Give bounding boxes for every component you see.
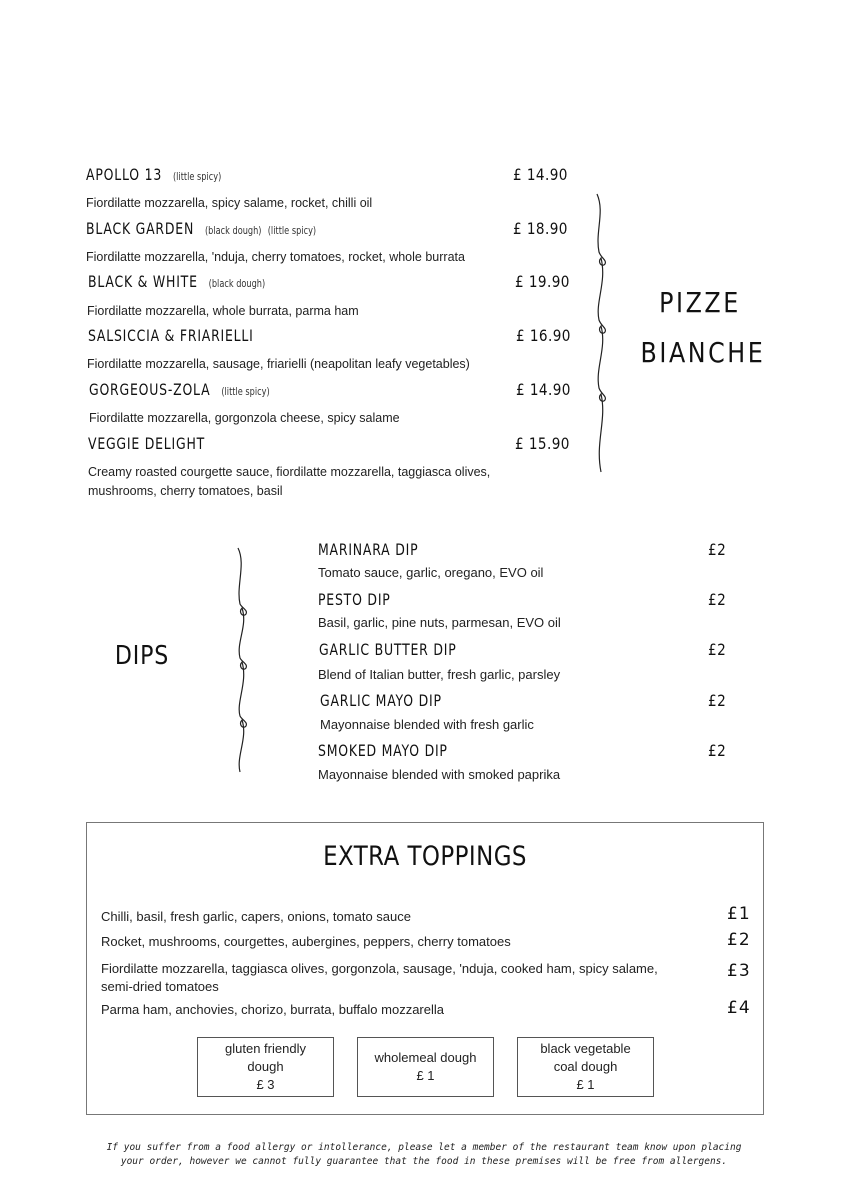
dough-name: gluten friendly: [225, 1041, 306, 1056]
dough-name: coal dough: [553, 1059, 618, 1074]
dough-option-gluten-friendly: [197, 1037, 334, 1097]
pizza-name-text: APOLLO 13: [86, 165, 163, 184]
pizza-note: (little spicy): [267, 225, 317, 237]
pizza-name-veggie-delight: VEGGIE DELIGHT: [88, 434, 206, 453]
dough-price: £ 1: [416, 1068, 435, 1083]
pizza-name-apollo-13: [86, 165, 221, 184]
section-title-pizze: PIZZE: [659, 286, 741, 319]
topping-row: Fiordilatte mozzarella, taggiasca olives, gorgonzola, sausage, 'nduja, cooked ham, spicy salame, semi-dried tomatoes: [101, 961, 658, 994]
topping-row: Chilli, basil, fresh garlic, capers, onions, tomato sauce: [101, 909, 411, 924]
pizza-name-black-garden: [86, 219, 316, 238]
pizza-price: £ 16.90: [516, 326, 571, 345]
dip-description: Basil, garlic, pine nuts, parmesan, EVO oil: [318, 615, 561, 630]
dip-name: PESTO DIP: [318, 590, 391, 609]
topping-price: £4: [727, 998, 751, 1018]
dip-description: Tomato sauce, garlic, oregano, EVO oil: [318, 565, 544, 580]
pizza-note: (little spicy): [172, 171, 222, 183]
topping-price: £1: [727, 904, 751, 924]
allergy-disclaimer: [20, 1141, 828, 1169]
pizza-name-text: GORGEOUS-ZOLA: [89, 380, 211, 399]
pizza-description: Fiordilatte mozzarella, spicy salame, rocket, chilli oil: [86, 196, 373, 210]
pizza-description: Fiordilatte mozzarella, gorgonzola cheese, spicy salame: [89, 411, 400, 425]
curly-divider-icon: [585, 192, 615, 474]
pizza-note: (black dough): [204, 225, 262, 237]
section-title-bianche: BIANCHE: [640, 336, 766, 369]
topping-row: Rocket, mushrooms, courgettes, aubergines, peppers, cherry tomatoes: [101, 934, 511, 949]
pizza-name-text: BLACK & WHITE: [88, 272, 198, 291]
dip-price: £2: [708, 640, 727, 659]
dip-price: £2: [708, 691, 727, 710]
dough-name: wholemeal dough: [374, 1050, 477, 1065]
topping-price: £2: [727, 930, 751, 950]
dip-description: Blend of Italian butter, fresh garlic, parsley: [318, 667, 561, 682]
dough-price: £ 3: [256, 1077, 275, 1092]
dip-price: £2: [708, 741, 727, 760]
pizza-note: (black dough): [208, 278, 266, 290]
dip-name: GARLIC BUTTER DIP: [319, 640, 457, 659]
extra-toppings-box: [86, 822, 764, 1115]
pizza-name-black-white: [88, 272, 265, 291]
section-title-dips: DIPS: [114, 641, 170, 671]
dough-price: £ 1: [576, 1077, 595, 1092]
pizza-description: Fiordilatte mozzarella, 'nduja, cherry tomatoes, rocket, whole burrata: [86, 250, 465, 264]
section-title-extra-toppings: EXTRA TOPPINGS: [323, 841, 527, 872]
pizza-price: £ 14.90: [516, 380, 571, 399]
pizza-price: £ 15.90: [515, 434, 570, 453]
dip-price: £2: [708, 590, 727, 609]
dip-description: Mayonnaise blended with fresh garlic: [320, 717, 534, 732]
pizza-name-text: BLACK GARDEN: [86, 219, 195, 238]
topping-price: £3: [727, 961, 751, 981]
pizza-price: £ 14.90: [513, 165, 568, 184]
dough-option-wholemeal: [357, 1037, 494, 1097]
dip-name: MARINARA DIP: [318, 540, 419, 559]
dough-name: black vegetable: [540, 1041, 631, 1056]
pizza-name-salsiccia-friarielli: SALSICCIA & FRIARIELLI: [88, 326, 254, 345]
dough-option-black-vegetable-coal: [517, 1037, 654, 1097]
curly-divider-icon: [228, 546, 256, 774]
pizza-name-gorgeous-zola: [89, 380, 270, 399]
dip-name: GARLIC MAYO DIP: [320, 691, 442, 710]
topping-row: Parma ham, anchovies, chorizo, burrata, buffalo mozzarella: [101, 1002, 444, 1017]
pizza-price: £ 18.90: [513, 219, 568, 238]
dip-description: Mayonnaise blended with smoked paprika: [318, 767, 561, 782]
dip-price: £2: [708, 540, 727, 559]
dough-name: dough: [247, 1059, 284, 1074]
pizza-description: Fiordilatte mozzarella, whole burrata, parma ham: [87, 304, 359, 318]
pizza-price: £ 19.90: [515, 272, 570, 291]
dip-name: SMOKED MAYO DIP: [318, 741, 448, 760]
disclaimer-line: your order, however we cannot fully guarantee that the food in these premises will be free from allergens.: [120, 1156, 728, 1167]
pizza-note: (little spicy): [221, 386, 270, 398]
pizza-description: Creamy roasted courgette sauce, fiordilatte mozzarella, taggiasca olives, mushrooms, cherry tomatoes, basil: [88, 465, 491, 498]
pizza-description: Fiordilatte mozzarella, sausage, friarielli (neapolitan leafy vegetables): [87, 357, 470, 371]
disclaimer-line: If you suffer from a food allergy or intollerance, please let a member of the restaurant team know upon placing: [106, 1142, 742, 1153]
